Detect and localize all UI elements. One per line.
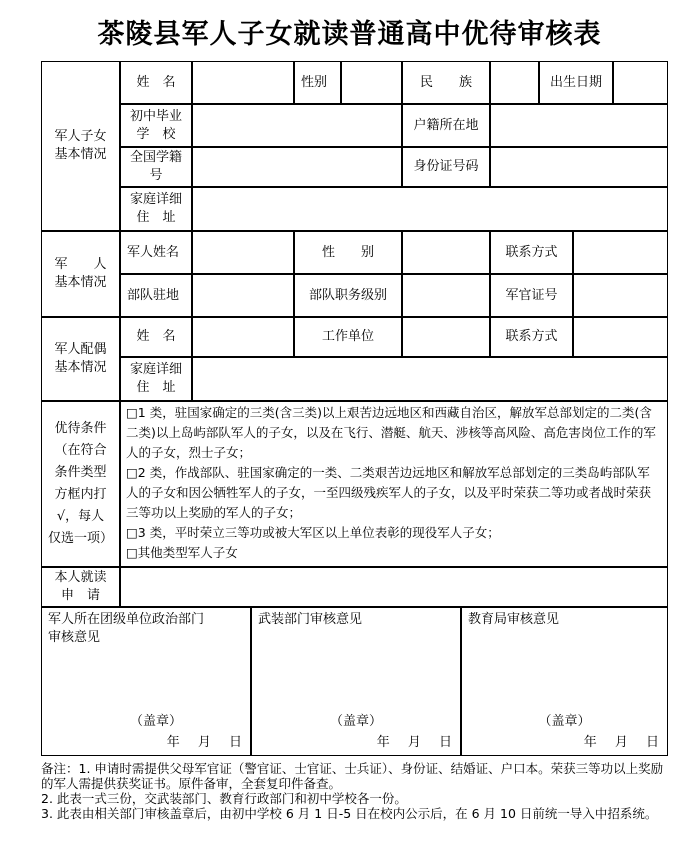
unit-location-label: 部队驻地 bbox=[120, 274, 192, 317]
spouse-address-label: 家庭详细 住 址 bbox=[120, 357, 192, 401]
position-label: 部队职务级别 bbox=[294, 274, 402, 317]
soldier-gender-label: 性 别 bbox=[294, 231, 402, 274]
review-education-seal: （盖章） bbox=[538, 714, 591, 729]
review-political-department[interactable] bbox=[41, 607, 251, 756]
officer-id-field[interactable] bbox=[573, 274, 668, 317]
spouse-contact-field[interactable] bbox=[573, 317, 668, 357]
child-name-field[interactable] bbox=[192, 61, 294, 104]
spouse-name-field[interactable] bbox=[192, 317, 294, 357]
soldier-name-label: 军人姓名 bbox=[120, 231, 192, 274]
hukou-field[interactable] bbox=[490, 104, 668, 147]
review-political-date: 年 月 日 bbox=[166, 735, 242, 750]
spouse-contact-label: 联系方式 bbox=[490, 317, 573, 357]
id-number-field[interactable] bbox=[490, 147, 668, 187]
soldier-gender-field[interactable] bbox=[402, 231, 490, 274]
child-address-label: 家庭详细 住 址 bbox=[120, 187, 192, 231]
unit-location-field[interactable] bbox=[192, 274, 294, 317]
condition-option-1[interactable]: □1 类，驻国家确定的三类(含三类)以上艰苦边远地区和西藏自治区，解放军总部划定的二类(含二类)以上岛屿部队军人的子女，以及在飞行、潜艇、航天、涉核等高风险、高危害岗位工作的军人的子女，烈士子女； bbox=[126, 405, 656, 460]
condition-option-other[interactable]: □其他类型军人子女 bbox=[126, 545, 238, 560]
soldier-contact-field[interactable] bbox=[573, 231, 668, 274]
officer-id-label: 军官证号 bbox=[490, 274, 573, 317]
child-gender-field[interactable] bbox=[341, 61, 402, 104]
condition-option-3[interactable]: □3 类，平时荣立三等功或被大军区以上单位表彰的现役军人子女； bbox=[126, 525, 500, 540]
form-title: 茶陵县军人子女就读普通高中优待审核表 bbox=[97, 19, 602, 50]
application-field[interactable] bbox=[120, 567, 668, 607]
middle-school-field[interactable] bbox=[192, 104, 402, 147]
conditions-section-label: 优待条件 （在符合 条件类型 方框内打 √，每人 仅选一项） bbox=[41, 401, 120, 567]
soldier-contact-label: 联系方式 bbox=[490, 231, 573, 274]
review-form-table bbox=[41, 61, 668, 756]
child-birthdate-field[interactable] bbox=[613, 61, 668, 104]
middle-school-label: 初中毕业 学 校 bbox=[120, 104, 192, 147]
note-1: 备注：1. 申请时需提供父母军官证（警官证、士官证、士兵证）、身份证、结婚证、户口本。荣获三等功以上奖励的军人需提供获奖证书。原件备审，全套复印件备查。 bbox=[41, 761, 664, 791]
review-education-date: 年 月 日 bbox=[583, 735, 659, 750]
child-ethnicity-field[interactable] bbox=[490, 61, 539, 104]
application-label: 本人就读 申 请 bbox=[41, 567, 120, 607]
review-armed-date: 年 月 日 bbox=[376, 735, 452, 750]
review-armed-seal: （盖章） bbox=[329, 714, 382, 729]
soldier-section-label: 军 人 基本情况 bbox=[41, 231, 120, 317]
student-id-field[interactable] bbox=[192, 147, 402, 187]
review-education-bureau[interactable] bbox=[461, 607, 668, 756]
child-section-label: 军人子女 基本情况 bbox=[41, 61, 120, 231]
conditions-options bbox=[120, 401, 668, 567]
work-unit-label: 工作单位 bbox=[294, 317, 402, 357]
hukou-label: 户籍所在地 bbox=[402, 104, 490, 147]
notes-section bbox=[41, 761, 671, 821]
review-armed-title: 武装部门审核意见 bbox=[258, 612, 363, 627]
child-gender-label: 性别 bbox=[294, 61, 341, 104]
soldier-name-field[interactable] bbox=[192, 231, 294, 274]
spouse-name-label: 姓 名 bbox=[120, 317, 192, 357]
note-3: 3. 此表由相关部门审核盖章后，由初中学校 6 月 1 日-5 日在校内公示后，在 6 月 10 日前统一导入中招系统。 bbox=[41, 806, 658, 821]
spouse-section-label: 军人配偶 基本情况 bbox=[41, 317, 120, 401]
review-education-title: 教育局审核意见 bbox=[468, 612, 560, 627]
child-birthdate-label: 出生日期 bbox=[539, 61, 613, 104]
condition-option-2[interactable]: □2 类，作战部队、驻国家确定的一类、二类艰苦边远地区和解放军总部划定的三类岛屿部队军人的子女和因公牺牲军人的子女，一至四级残疾军人的子女，以及平时荣获二等功或者战时荣获三等功以上奖励的军人的子女； bbox=[126, 465, 652, 520]
position-field[interactable] bbox=[402, 274, 490, 317]
review-political-seal: （盖章） bbox=[129, 714, 182, 729]
review-armed-forces[interactable] bbox=[251, 607, 461, 756]
child-ethnicity-label: 民 族 bbox=[402, 61, 490, 104]
child-name-label: 姓 名 bbox=[120, 61, 192, 104]
child-address-field[interactable] bbox=[192, 187, 668, 231]
id-number-label: 身份证号码 bbox=[402, 147, 490, 187]
spouse-address-field[interactable] bbox=[192, 357, 668, 401]
review-political-title: 军人所在团级单位政治部门 审核意见 bbox=[48, 612, 205, 645]
work-unit-field[interactable] bbox=[402, 317, 490, 357]
student-id-label: 全国学籍 号 bbox=[120, 147, 192, 187]
note-2: 2. 此表一式三份，交武装部门、教育行政部门和初中学校各一份。 bbox=[41, 791, 407, 806]
